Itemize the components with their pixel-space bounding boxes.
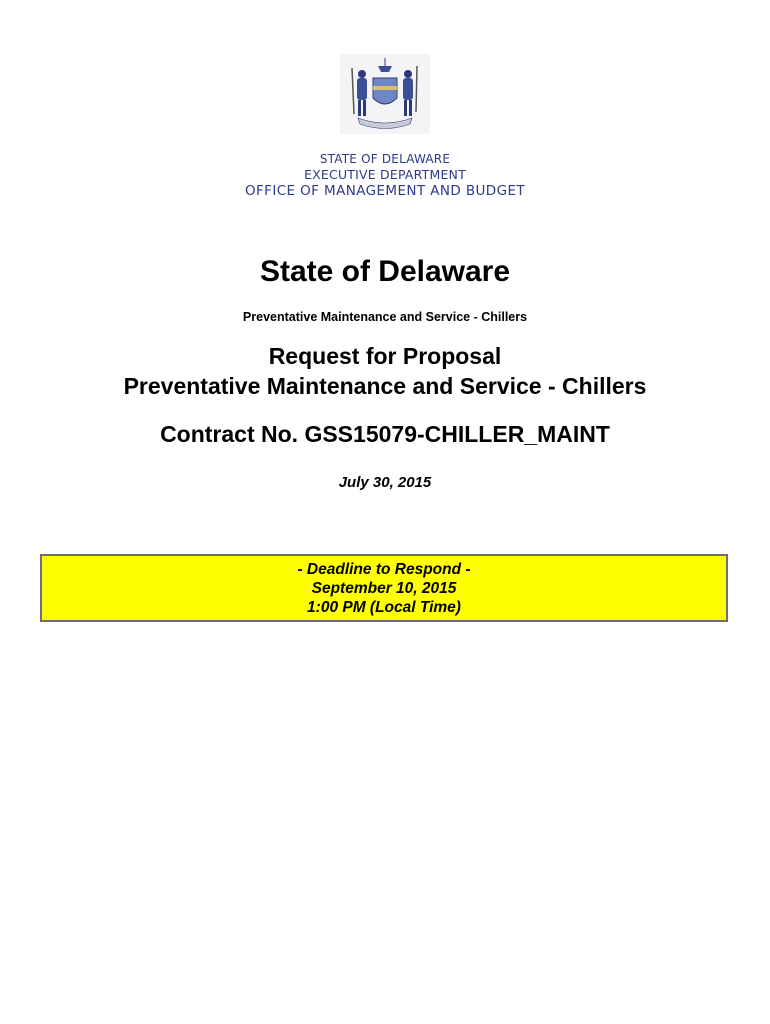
deadline-heading: - Deadline to Respond - bbox=[297, 561, 471, 578]
deadline-box bbox=[40, 554, 728, 622]
document-date: July 30, 2015 bbox=[338, 474, 432, 491]
contract-number: Contract No. GSS15079-CHILLER_MAINT bbox=[160, 421, 610, 447]
department-line-omb: OFFICE OF MANAGEMENT AND BUDGET bbox=[244, 183, 526, 199]
rfp-subject: Preventative Maintenance and Service - Chillers bbox=[123, 373, 647, 399]
rfp-heading: Request for Proposal bbox=[268, 343, 502, 369]
document-title: State of Delaware bbox=[259, 255, 511, 288]
deadline-date: September 10, 2015 bbox=[311, 580, 457, 597]
delaware-state-seal-icon bbox=[340, 54, 430, 134]
deadline-time: 1:00 PM (Local Time) bbox=[307, 599, 461, 616]
document-subtitle: Preventative Maintenance and Service - Chillers bbox=[242, 310, 528, 324]
department-line-executive: EXECUTIVE DEPARTMENT bbox=[304, 167, 466, 182]
department-line-state: STATE OF DELAWARE bbox=[319, 152, 451, 166]
